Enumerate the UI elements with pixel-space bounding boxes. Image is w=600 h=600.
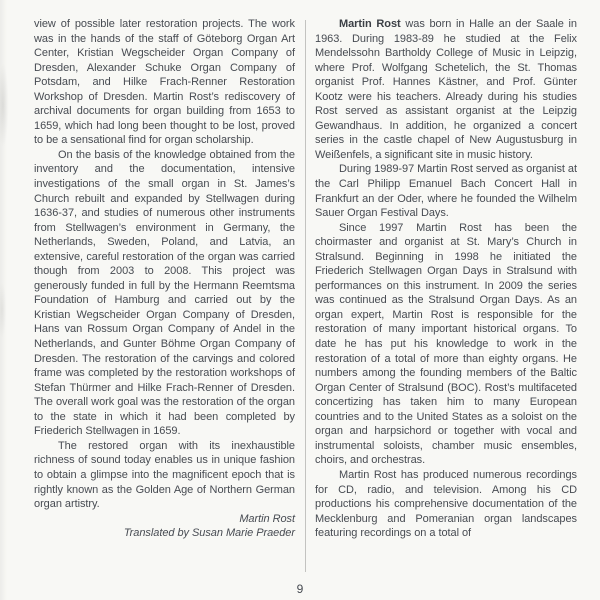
- page-number: 9: [296, 582, 304, 596]
- text-columns: [0, 17, 600, 572]
- author-byline: Martin Rost: [239, 512, 295, 525]
- person-name-lead: Martin Rost: [339, 18, 401, 30]
- paragraph-stralsund-years: Since 1997 Martin Rost has been the choirmaster and organist at St. Mary’s Church in Stralsund. Beginning in 1998 he initiated the Friederich Stellwagen Organ Days in Stralsund with performances on this instrument. In 2009 the series was continued as the Stralsund Organ Days. As an organ expert, Martin Rost is responsible for the restoration of many important historical organs. To date he has put his knowledge to work in the restoration of a total of more than eighty organs. He numbers among the founding members of the Baltic Organ Center of Stralsund (BOC). Rost’s multifaceted concertizing has taken him to many European countries and to the United States as a soloist on the organ and harpsichord or together with vocal and instrumental soloists, chamber music ensembles, choirs, and orchestras.: [315, 221, 577, 467]
- paragraph-recordings: Martin Rost has produced numerous recordings for CD, radio, and television. Among his CD productions his comprehensive documentation of the Mecklenburg and Pomeranian organ landscapes featuring recordings on a total of: [315, 468, 577, 540]
- translator-credit: Translated by Susan Marie Praeder: [123, 527, 295, 540]
- right-column: [315, 17, 577, 572]
- paragraph-restored-organ: The restored organ with its inexhaustible richness of sound today enables us in unique fashion to obtain a glimpse into the magnificent epoch that is rightly known as the Golden Age of Northern German organ artistry.: [34, 439, 295, 511]
- paragraph-biography-birth: [315, 17, 577, 162]
- paragraph-investigations: On the basis of the knowledge obtained from the inventory and the documentation, intensive investigations of the small organ in St. James’s Church rebuilt and expanded by Stellwagen during 1636-37, and studies of numerous other instruments from Stellwagen’s environment in Germany, the Netherlands, Sweden, Poland, and Latvia, an extensive, careful restoration of the organ was carried though from 2003 to 2008. This project was generously funded in full by the Hermann Reemtsma Foundation of Hamburg and carried out by the Kristian Wegscheider Organ Company of Dresden, Hans van Rossum Organ Company of Andel in the Netherlands, and Gunter Böhme Organ Company of Dresden. The restoration of the carvings and colored frame was completed by the restoration workshops of Stefan Thürmer and Hilke Frach-Renner of Dresden. The overall work goal was the restoration of the organ to the state in which it had been completed by Friederich Stellwagen in 1659.: [34, 148, 295, 438]
- column-divider: [305, 20, 306, 572]
- paragraph-biography-birth-text: was born in Halle an der Saale in 1963. During 1983-89 he studied at the Felix Mendelssohn Bartholdy College of Music in Leipzig, where Prof. Wolfgang Schetelich, the St. Thomas organist Prof. Hannes Kästner, and Prof. Günter Kootz were his teachers. Already during his studies Rost served as assistant organist at the Leipzig Gewandhaus. In addition, he organized a concert series in the castle chapel of New Augustusburg in Weißenfels, a significant site in music history.: [315, 18, 577, 161]
- paragraph-restoration-work: view of possible later restoration projects. The work was in the hands of the staff of Göteborg Organ Art Center, Kristian Wegscheider Organ Company of Dresden, Alexander Schuke Organ Company of Potsdam, and Hilke Frach-Renner Restoration Workshop of Dresden. Martin Rost’s rediscovery of archival documents for organ building from 1653 to 1659, which had long been thought to be lost, proved to be a sensational find for organ scholarship.: [34, 18, 295, 147]
- left-column: [34, 17, 295, 572]
- paragraph-frankfurt-years: During 1989-97 Martin Rost served as organist at the Carl Philipp Emanuel Bach Concert Hall in Frankfurt an der Oder, where he founded the Wilhelm Sauer Organ Festival Days.: [315, 163, 577, 220]
